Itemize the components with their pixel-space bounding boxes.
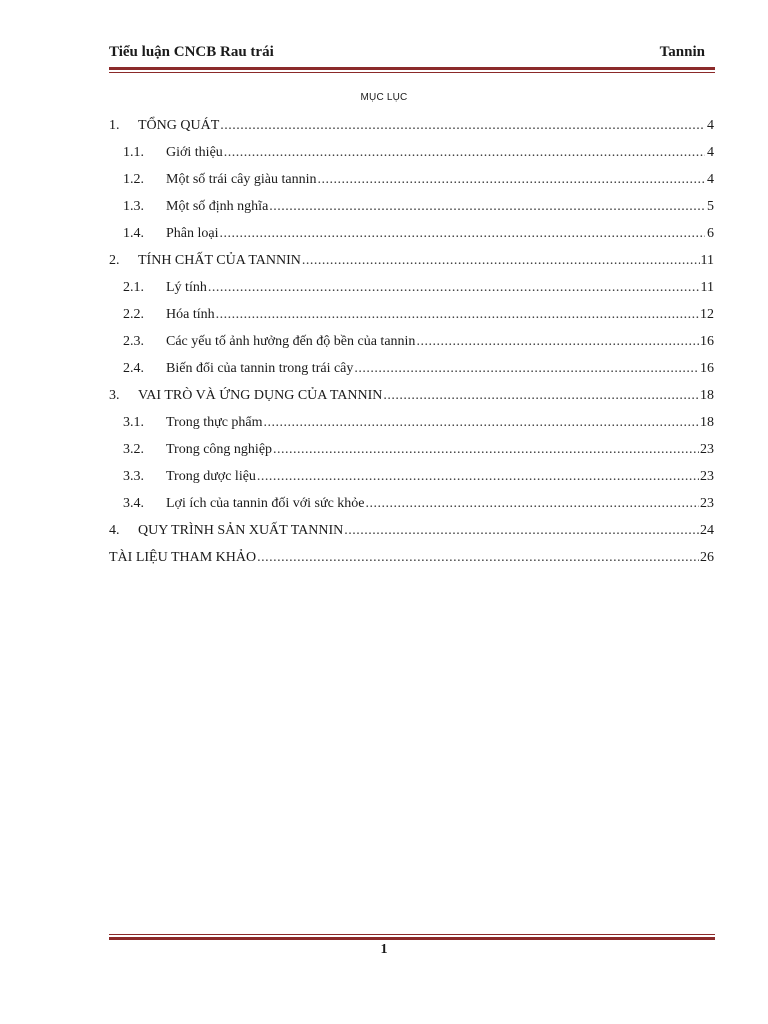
toc-entry[interactable] — [109, 226, 714, 253]
toc-entry[interactable] — [109, 523, 714, 550]
toc-entry-page: 12 — [700, 307, 714, 322]
toc-entry[interactable] — [109, 253, 714, 280]
toc-dot-leader — [273, 442, 699, 458]
toc-entry[interactable] — [109, 172, 714, 199]
toc-dot-leader — [257, 469, 699, 485]
toc-entry-number: 1.3. — [123, 199, 144, 214]
toc-dot-leader — [302, 253, 700, 269]
table-of-contents — [109, 118, 714, 577]
toc-entry-label: TÀI LIỆU THAM KHẢO — [109, 550, 257, 565]
toc-dot-leader — [366, 496, 699, 512]
toc-entry-page: 23 — [700, 442, 714, 457]
toc-entry-label: QUY TRÌNH SẢN XUẤT TANNIN — [138, 523, 344, 538]
footer-rule — [109, 934, 715, 940]
toc-entry-page: 11 — [700, 280, 714, 295]
toc-entry-page: 6 — [707, 226, 714, 241]
toc-entry-label: Trong công nghiệp — [166, 442, 273, 457]
toc-entry-page: 26 — [700, 550, 714, 565]
toc-entry-page: 4 — [707, 118, 714, 133]
toc-entry-page: 23 — [700, 469, 714, 484]
toc-entry-page: 16 — [700, 334, 714, 349]
toc-entry-number: 3.1. — [123, 415, 144, 430]
header-topic: Tannin — [659, 44, 705, 60]
toc-entry[interactable] — [109, 550, 714, 577]
toc-entry-page: 16 — [700, 361, 714, 376]
toc-entry[interactable] — [109, 361, 714, 388]
toc-entry[interactable] — [109, 307, 714, 334]
toc-entry[interactable] — [109, 496, 714, 523]
toc-dot-leader — [216, 307, 699, 323]
toc-entry-number: 1.1. — [123, 145, 144, 160]
toc-entry-label: Các yếu tố ảnh hưởng đến độ bền của tannin — [166, 334, 416, 349]
toc-dot-leader — [269, 199, 705, 215]
toc-entry[interactable] — [109, 469, 714, 496]
toc-entry-label: Một số định nghĩa — [166, 199, 269, 214]
header-title: Tiểu luận CNCB Rau trái — [109, 44, 274, 60]
toc-entry-page: 24 — [700, 523, 714, 538]
toc-entry-number: 3.3. — [123, 469, 144, 484]
toc-entry-number: 2. — [109, 253, 120, 268]
toc-entry-label: TÍNH CHẤT CỦA TANNIN — [138, 253, 301, 268]
toc-entry-page: 5 — [707, 199, 714, 214]
toc-entry-page: 18 — [700, 415, 714, 430]
toc-entry-label: Giới thiệu — [166, 145, 223, 160]
toc-entry-number: 1.4. — [123, 226, 144, 241]
toc-dot-leader — [257, 550, 699, 566]
toc-dot-leader — [383, 388, 699, 404]
toc-entry-number: 4. — [109, 523, 120, 538]
toc-entry[interactable] — [109, 280, 714, 307]
toc-entry-number: 3.2. — [123, 442, 144, 457]
page-header — [109, 44, 705, 66]
toc-entry-page: 11 — [700, 253, 714, 268]
toc-entry-number: 2.1. — [123, 280, 144, 295]
toc-title: MỤC LỤC — [360, 92, 408, 103]
toc-entry-label: Trong dược liệu — [166, 469, 256, 484]
toc-dot-leader — [264, 415, 699, 431]
toc-dot-leader — [317, 172, 705, 188]
toc-entry-label: Trong thực phẩm — [166, 415, 263, 430]
toc-dot-leader — [220, 226, 706, 242]
toc-entry-page: 18 — [700, 388, 714, 403]
toc-entry-number: 2.4. — [123, 361, 144, 376]
toc-entry-number: 1. — [109, 118, 120, 133]
toc-entry[interactable] — [109, 334, 714, 361]
toc-entry-page: 4 — [707, 145, 714, 160]
toc-entry[interactable] — [109, 442, 714, 469]
toc-dot-leader — [354, 361, 699, 377]
toc-dot-leader — [224, 145, 705, 161]
toc-entry-number: 3.4. — [123, 496, 144, 511]
toc-entry-number: 2.2. — [123, 307, 144, 322]
toc-entry[interactable] — [109, 388, 714, 415]
toc-entry-label: Một số trái cây giàu tannin — [166, 172, 317, 187]
toc-entry-label: Phân loại — [166, 226, 219, 241]
header-rule — [109, 67, 715, 73]
toc-dot-leader — [344, 523, 699, 539]
toc-dot-leader — [416, 334, 699, 350]
toc-entry[interactable] — [109, 118, 714, 145]
toc-entry[interactable] — [109, 145, 714, 172]
toc-entry-page: 4 — [707, 172, 714, 187]
toc-dot-leader — [208, 280, 700, 296]
toc-entry-label: Hóa tính — [166, 307, 215, 322]
toc-entry-label: Biến đổi của tannin trong trái cây — [166, 361, 354, 376]
toc-entry-number: 1.2. — [123, 172, 144, 187]
toc-entry-number: 3. — [109, 388, 120, 403]
toc-entry-label: Lý tính — [166, 280, 207, 295]
toc-entry[interactable] — [109, 415, 714, 442]
toc-dot-leader — [220, 118, 705, 134]
toc-entry-label: VAI TRÒ VÀ ỨNG DỤNG CỦA TANNIN — [138, 388, 383, 403]
toc-entry-label: Lợi ích của tannin đối với sức khỏe — [166, 496, 365, 511]
page-number: 1 — [380, 942, 388, 957]
toc-entry[interactable] — [109, 199, 714, 226]
toc-entry-number: 2.3. — [123, 334, 144, 349]
toc-entry-page: 23 — [700, 496, 714, 511]
toc-entry-label: TỔNG QUÁT — [138, 118, 220, 133]
